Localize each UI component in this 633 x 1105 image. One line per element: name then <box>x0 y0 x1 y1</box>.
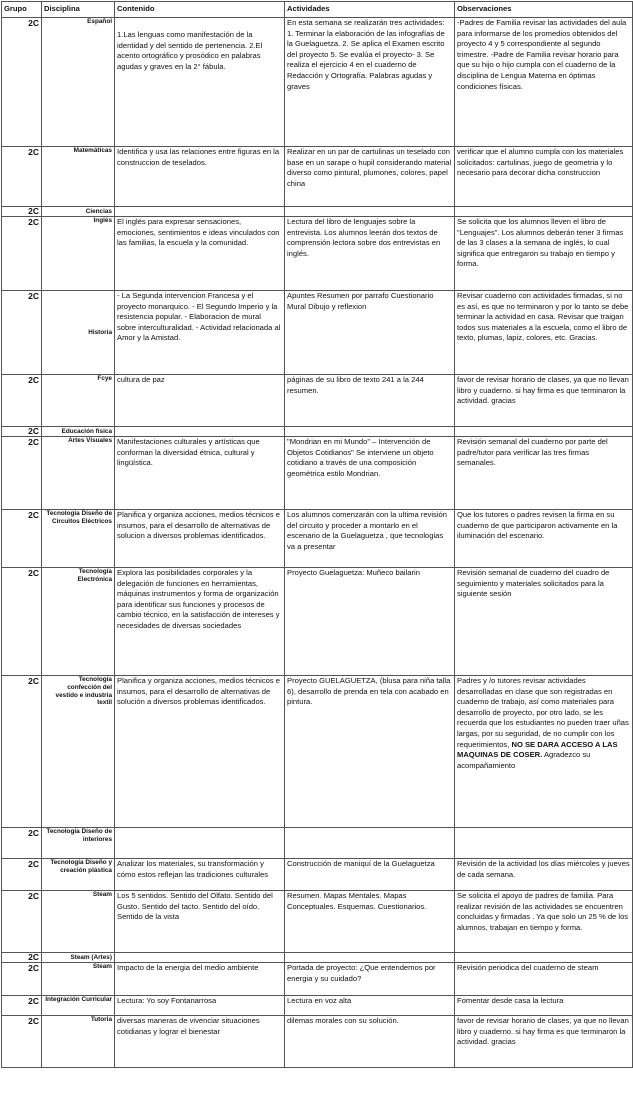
grupo-cell: 2C <box>2 828 42 859</box>
observaciones-cell: Revisión semanal del cuaderno por parte del padre/tutor para verificar las tres firmas semanales. <box>455 437 633 510</box>
observaciones-closing: Agradezco su acompañamiento <box>457 750 591 770</box>
observaciones-cell <box>455 828 633 859</box>
contenido-cell <box>115 828 285 859</box>
grupo-cell: 2C <box>2 18 42 147</box>
actividades-cell <box>285 828 455 859</box>
actividades-cell: Lectura en voz alta <box>285 996 455 1016</box>
table-row <box>2 437 633 510</box>
table-row <box>2 568 633 676</box>
grupo-cell: 2C <box>2 996 42 1016</box>
observaciones-cell <box>455 427 633 437</box>
disciplina-cell: Integración Curricular <box>42 996 115 1016</box>
observaciones-cell <box>455 207 633 217</box>
contenido-cell: - La Segunda intervencion Francesa y el proyecto monarquico. - El Segundo Imperio y la resistencia popular. - Elaboracion de mural sobre interculturalidad. - Actividad relacionada al Amor y la Amistad. <box>115 291 285 375</box>
contenido-cell <box>115 207 285 217</box>
actividades-cell: Construcción de maniquí de la Guelaguetza <box>285 859 455 891</box>
observaciones-warning: NO SE DARA ACCESO A LAS MAQUINAS DE COSER. <box>457 739 618 760</box>
observaciones-cell: -Padres de Familia revisar las actividades del aula para informarse de los promedios obtenidos del proyecto 4 y 5 correspondiente al segundo trimestre. -Padre de Familia revisar horario para que su hijo o hijo cumpla con el cuaderno de la disciplina de Lengua Materna en óptimas condiciones físicas. <box>455 18 633 147</box>
grupo-cell: 2C <box>2 676 42 828</box>
disciplina-cell: Fcye <box>42 375 115 427</box>
table-row <box>2 375 633 427</box>
table-row <box>2 828 633 859</box>
grupo-cell: 2C <box>2 963 42 996</box>
actividades-cell: páginas de su libro de texto 241 a la 244 resumen. <box>285 375 455 427</box>
table-row <box>2 963 633 996</box>
observaciones-cell: Fomentar desde casa la lectura <box>455 996 633 1016</box>
actividades-cell: Resumen. Mapas Mentales. Mapas Conceptuales. Esquemas. Cuestionarios. <box>285 891 455 953</box>
disciplina-cell: Tecnología Diseño y creación plástica <box>42 859 115 891</box>
disciplina-cell: Ciencias <box>42 207 115 217</box>
actividades-cell: Lectura del libro de lenguajes sobre la entrevista. Los alumnos leerán dos textos de comprensión lectora sobre dos entrevistas en inglés. <box>285 217 455 291</box>
header-disciplina: Disciplina <box>42 2 115 18</box>
observaciones-cell: Se solicita que los alumnos lleven el libro de "Lenguajes". Los alumnos deberán tener 3 firmas de las 3 clases a la semana de inglés, lo cual significa que entregaron su trabajo en tiempo y forma. <box>455 217 633 291</box>
grupo-cell: 2C <box>2 427 42 437</box>
header-contenido: Contenido <box>115 2 285 18</box>
contenido-cell: Analizar los materiales, su transformación y cómo estos reflejan las tradiciones culturales <box>115 859 285 891</box>
actividades-cell: dilemas morales con su solución. <box>285 1016 455 1068</box>
grupo-cell: 2C <box>2 953 42 963</box>
disciplina-cell: Tecnología Diseño de Circuitos Eléctricos <box>42 510 115 568</box>
actividades-cell: "Mondrian en mi Mundo" – Intervención de Objetos Cotidianos" Se interviene un objeto cotidiano a través de una composición geométrica estilo Mondrian. <box>285 437 455 510</box>
grupo-cell: 2C <box>2 207 42 217</box>
table-row <box>2 207 633 217</box>
disciplina-cell: Steam <box>42 963 115 996</box>
table-row <box>2 996 633 1016</box>
actividades-cell <box>285 207 455 217</box>
contenido-cell: Impacto de la energia del medio ambiente <box>115 963 285 996</box>
grupo-cell: 2C <box>2 1016 42 1068</box>
grupo-cell: 2C <box>2 891 42 953</box>
schedule-table <box>1 1 633 1068</box>
table-row <box>2 147 633 207</box>
contenido-cell: Lectura: Yo soy Fontanarrosa <box>115 996 285 1016</box>
table-row <box>2 510 633 568</box>
grupo-cell: 2C <box>2 510 42 568</box>
observaciones-text: Padres y /o tutores revisar actividades desarrolladas en clase que son registradas en cuaderno de trabajo, así como materiales para desarrollo de proyecto, por otro lado, se les recuerda que los estudiantes no pueden traer uñas largas, por su seguridad, de no cumplir con los requerimientos, <box>457 676 629 749</box>
table-row <box>2 676 633 828</box>
contenido-cell <box>115 427 285 437</box>
disciplina-cell: Historia <box>42 291 115 375</box>
observaciones-cell: verificar que el alumno cumpla con los materiales solicitados: cartulinas, juego de geometria y lo necesario para decorar dicha construccion <box>455 147 633 207</box>
observaciones-cell: Que los tutores o padres revisen la firma en su cuaderno de que participaron activamente en la iluminación del escenario. <box>455 510 633 568</box>
observaciones-cell: Revisión de la actividad los días miércoles y jueves de cada semana. <box>455 859 633 891</box>
contenido-cell: Manifestaciones culturales y artísticas que conforman la diversidad étnica, cultural y lingüística. <box>115 437 285 510</box>
actividades-cell <box>285 953 455 963</box>
observaciones-cell: Revisar cuaderno con actividades firmadas, si no es así, es que no terminaron y por lo tanto se debe terminar la actividad en casa. Revisar que traigan todos sus materiales a la escuela, como el libro de texto, plumas, lapiz, colores, etc. Gracias. <box>455 291 633 375</box>
table-row <box>2 18 633 147</box>
grupo-cell: 2C <box>2 568 42 676</box>
contenido-cell: Los 5 sentidos. Sentido del Olfato. Sentido del Gusto. Sentido del tacto. Sentido del oído. Sentido de la vista <box>115 891 285 953</box>
actividades-cell: Apuntes Resumen por parrafo Cuestionario Mural Dibujo y reflexion <box>285 291 455 375</box>
contenido-cell: Planifica y organiza acciones, medios técnicos e insumos, para el desarrollo de alternativas de solución a diversos problemas identificados. <box>115 676 285 828</box>
table-row <box>2 291 633 375</box>
contenido-cell: diversas maneras de vivenciar situaciones cotidianas y lograr el bienestar <box>115 1016 285 1068</box>
disciplina-cell: Tecnología confección del vestido e industria textil <box>42 676 115 828</box>
header-actividades: Actividades <box>285 2 455 18</box>
actividades-cell: Portada de proyecto: ¿Que entendemos por energia y su cuidado? <box>285 963 455 996</box>
table-row <box>2 217 633 291</box>
observaciones-cell: favor de revisar horario de clases, ya que no llevan libro y cuaderno. si hay firma es que terminaron la actividad. gracias <box>455 375 633 427</box>
grupo-cell: 2C <box>2 859 42 891</box>
contenido-cell: Explora las posibilidades corporales y la delegación de funciones en herramientas, máquinas instrumentos y forma de organización para identificar sus funciones y procesos de cambio técnico, en la satisfacción de intereses y necesidades de diversas sociedades <box>115 568 285 676</box>
actividades-cell: Realizar en un par de cartulinas un teselado con base en un sarape o hupil considerando material diverso como pintural, plumones, colores, papel china <box>285 147 455 207</box>
table-row <box>2 953 633 963</box>
table-row <box>2 859 633 891</box>
disciplina-cell: Artes Visuales <box>42 437 115 510</box>
disciplina-cell: Tutoria <box>42 1016 115 1068</box>
disciplina-cell: Matemáticas <box>42 147 115 207</box>
grupo-cell: 2C <box>2 437 42 510</box>
observaciones-cell: Se solicita el apoyo de padres de familia. Para realizar revisión de las actividades se encuentren concluidas y firmadas . Ya que solo un 25 % de los alumnos, trabajan en tiempo y forma. <box>455 891 633 953</box>
disciplina-cell: Tecnología Diseño de interiores <box>42 828 115 859</box>
grupo-cell: 2C <box>2 147 42 207</box>
observaciones-cell: Revisión semanal de cuaderno del cuadro de seguimiento y materiales solicitados para la siguiente sesión <box>455 568 633 676</box>
contenido-cell <box>115 953 285 963</box>
disciplina-cell: Steam <box>42 891 115 953</box>
contenido-cell: cultura de paz <box>115 375 285 427</box>
grupo-cell: 2C <box>2 375 42 427</box>
disciplina-cell: Educación física <box>42 427 115 437</box>
header-observaciones: Observaciones <box>455 2 633 18</box>
table-row <box>2 427 633 437</box>
table-row <box>2 891 633 953</box>
header-row <box>2 2 633 18</box>
grupo-cell: 2C <box>2 217 42 291</box>
observaciones-cell <box>455 676 633 828</box>
header-grupo: Grupo <box>2 2 42 18</box>
disciplina-cell: Inglés <box>42 217 115 291</box>
actividades-cell: Proyecto Guelaguetza: Muñeco bailarin <box>285 568 455 676</box>
disciplina-cell: Español <box>42 18 115 147</box>
contenido-cell: 1.Las lenguas como manifestación de la identidad y del sentido de pertenencia. 2.El acento ortográfico y prosódico en palabras agudas y graves en la 2° fábula. <box>115 18 285 147</box>
grupo-cell: 2C <box>2 291 42 375</box>
disciplina-cell: Tecnología Electrónica <box>42 568 115 676</box>
disciplina-cell: Steam (Artes) <box>42 953 115 963</box>
observaciones-cell: Revisión periodica del cuaderno de steam <box>455 963 633 996</box>
table-row <box>2 1016 633 1068</box>
contenido-cell: El inglés para expresar sensaciones, emociones, sentimientos e ideas vinculados con las familias, la escuela y la comunidad. <box>115 217 285 291</box>
contenido-cell: Planifica y organiza acciones, medios técnicos e insumos, para el desarrollo de alternativas de solucion a diversos problemas identificados. <box>115 510 285 568</box>
contenido-cell: Identifica y usa las relaciones entre figuras en la construccion de teselados. <box>115 147 285 207</box>
actividades-cell: En esta semana se realizarán tres actividades: 1. Terminar la elaboración de las infografías de la Guelaguetza. 2. Se aplica el Examen escrito del proyecto 5. Se evalúa el proyecto- 3. Se realiza el ejercicio 4 en el cuaderno de Redacción y Ortografía. Palabras agudas y graves <box>285 18 455 147</box>
observaciones-cell <box>455 953 633 963</box>
actividades-cell: Proyecto GUELAGUETZA, (blusa para niña talla 6), desarrollo de prenda en tela con acabado en pintura. <box>285 676 455 828</box>
observaciones-cell: favor de revisar horario de clases, ya que no llevan libro y cuaderno. si hay firma es que terminaron la actividad. gracias <box>455 1016 633 1068</box>
actividades-cell <box>285 427 455 437</box>
actividades-cell: Los alumnos comenzarán con la ultima revisión del circuito y proceder a montarlo en el escenario de la Guelaguetza , que tecnologias va a presentar <box>285 510 455 568</box>
